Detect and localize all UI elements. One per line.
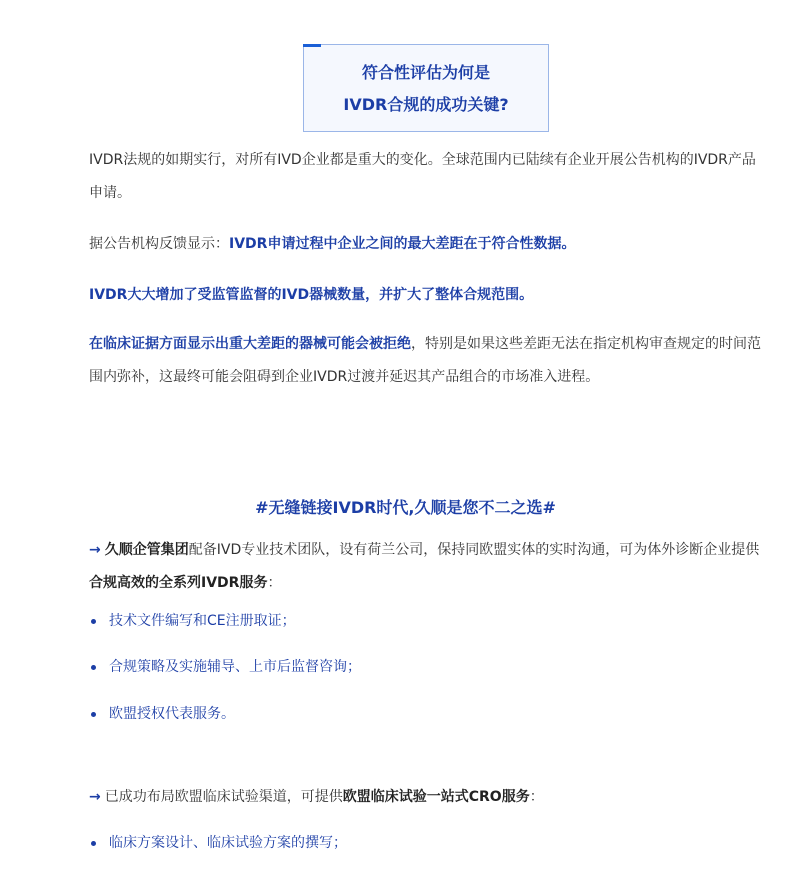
list-item [89,609,769,633]
bullet-dot-icon [91,619,96,624]
list-item-text: 临床方案设计、临床试验方案的撰写； [109,835,347,851]
services-text-1: 配备IVD专业技术团队，设有荷兰公司，保持同欧盟实体的实时沟通，可为体外诊断企业提供 [188,542,760,558]
list-item-text: 欧盟授权代表服务。 [109,706,235,722]
bullet-dot-icon [91,665,96,670]
list-item [89,702,769,726]
arrow-icon: → [89,542,101,558]
services-bold: 合规高效的全系列IVDR服务 [89,575,268,591]
feedback-highlight: IVDR申请过程中企业之间的最大差距在于符合性数据。 [229,236,576,252]
clinical-highlight: 在临床证据方面显示出重大差距的器械可能会被拒绝 [89,336,411,352]
cro-text-2: ： [529,789,544,805]
title-line-2: IVDR合规的成功关键? [343,95,509,114]
list-item-text: 合规策略及实施辅导、上市后监督咨询； [109,659,361,675]
arrow-icon: → [89,789,101,805]
title-line-1: 符合性评估为何是 [361,63,490,82]
company-name: 久顺企管集团 [104,542,189,558]
clinical-rest: ，特别是如果这些差距无法在指定机构审查规定的时间范围内弥补，这最终可能会阻碍到企业IVDR过渡并延迟其产品组合的市场准入进程。 [89,336,761,385]
paragraph-cro [89,781,769,814]
cro-bold: 欧盟临床试验一站式CRO服务 [342,789,530,805]
list-item [89,831,769,855]
paragraph-intro: IVDR法规的如期实行，对所有IVD企业都是重大的变化。全球范围内已陆续有企业开展公告机构的IVDR产品申请。 [89,152,756,201]
list-item-text: 技术文件编写和CE注册取证； [109,613,296,629]
subheading: #无缝链接IVDR时代,久顺是您不二之选# [255,498,556,517]
cro-text-1: 已成功布局欧盟临床试验渠道，可提供 [104,789,343,805]
bullet-dot-icon [91,841,96,846]
paragraph-services [89,534,769,600]
paragraph-scope: IVDR大大增加了受监管监督的IVD器械数量，并扩大了整体合规范围。 [89,287,534,303]
services-text-2: ： [267,575,282,591]
bullet-dot-icon [91,712,96,717]
paragraph-feedback [89,228,769,261]
title-corner-accent [303,44,321,47]
list-item [89,655,769,679]
paragraph-clinical [89,328,769,394]
feedback-prefix: 据公告机构反馈显示： [89,236,229,252]
title-box [303,44,549,132]
